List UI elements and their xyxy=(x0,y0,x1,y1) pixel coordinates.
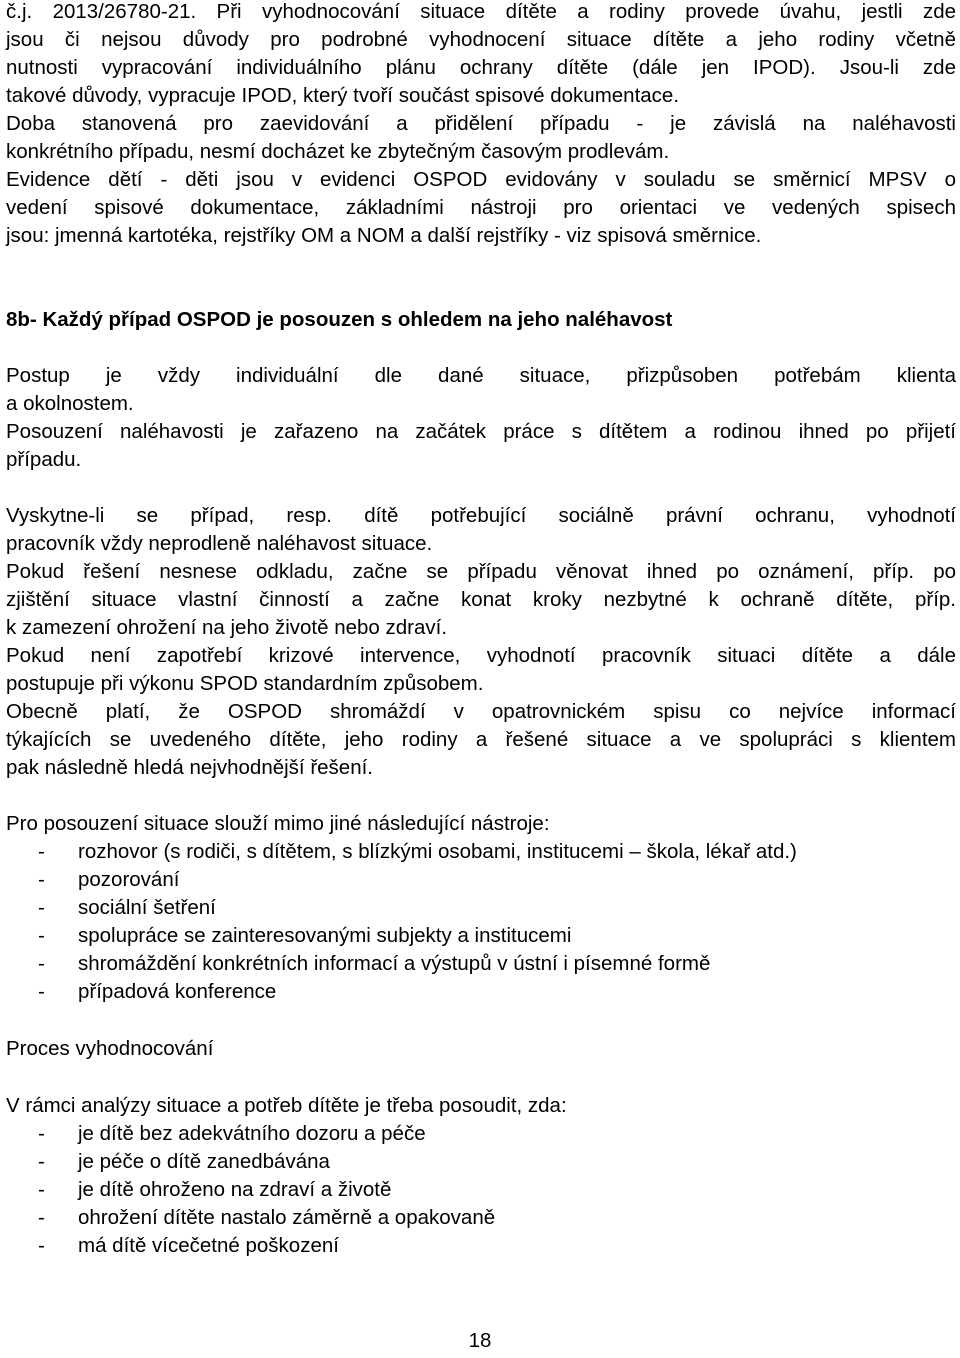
list-dash: - xyxy=(38,1206,45,1229)
section-heading: 8b- Každý případ OSPOD je posouzen s ohledem na jeho naléhavost xyxy=(6,308,673,331)
tools-intro: Pro posouzení situace slouží mimo jiné následující nástroje: xyxy=(6,812,550,835)
paragraph-line: nutnosti vypracování individuálního plánu ochrany dítěte (dále jen IPOD). Jsou-li zde xyxy=(6,56,956,79)
analysis-intro: V rámci analýzy situace a potřeb dítěte je třeba posoudit, zda: xyxy=(6,1094,567,1117)
paragraph-line: č.j. 2013/26780-21. Při vyhodnocování situace dítěte a rodiny provede úvahu, jestli zde xyxy=(6,0,956,23)
list-item: rozhovor (s rodiči, s dítětem, s blízkými osobami, institucemi – škola, lékař atd.) xyxy=(78,840,797,863)
paragraph-line: takové důvody, vypracuje IPOD, který tvoří součást spisové dokumentace. xyxy=(6,84,680,107)
process-title: Proces vyhodnocování xyxy=(6,1037,214,1060)
list-item: je péče o dítě zanedbávána xyxy=(78,1150,330,1173)
list-dash: - xyxy=(38,952,45,975)
list-dash: - xyxy=(38,1122,45,1145)
list-dash: - xyxy=(38,868,45,891)
list-item: ohrožení dítěte nastalo záměrně a opakovaně xyxy=(78,1206,496,1229)
list-dash: - xyxy=(38,840,45,863)
paragraph-line: pak následně hledá nejvhodnější řešení. xyxy=(6,756,373,779)
page-number: 18 xyxy=(468,1329,492,1352)
paragraph-line: Postup je vždy individuální dle dané situace, přizpůsoben potřebám klienta xyxy=(6,364,956,387)
paragraph-line: zjištění situace vlastní činností a začne konat kroky nezbytné k ochraně dítěte, příp. xyxy=(6,588,956,611)
list-item: případová konference xyxy=(78,980,277,1003)
paragraph-line: jsou či nejsou důvody pro podrobné vyhodnocení situace dítěte a jeho rodiny včetně xyxy=(6,28,956,51)
list-dash: - xyxy=(38,980,45,1003)
list-item: má dítě vícečetné poškození xyxy=(78,1234,339,1257)
paragraph-line: a okolnostem. xyxy=(6,392,134,415)
list-dash: - xyxy=(38,1178,45,1201)
paragraph-line: vedení spisové dokumentace, základními nástroji pro orientaci ve vedených spisech xyxy=(6,196,956,219)
paragraph-line: k zamezení ohrožení na jeho životě nebo zdraví. xyxy=(6,616,448,639)
list-item: je dítě bez adekvátního dozoru a péče xyxy=(78,1122,426,1145)
paragraph-line: Obecně platí, že OSPOD shromáždí v opatrovnickém spisu co nejvíce informací xyxy=(6,700,956,723)
paragraph-line: Pokud není zapotřebí krizové intervence, vyhodnotí pracovník situaci dítěte a dále xyxy=(6,644,956,667)
paragraph-line: Vyskytne-li se případ, resp. dítě potřebující sociálně právní ochranu, vyhodnotí xyxy=(6,504,956,527)
paragraph-line: pracovník vždy neprodleně naléhavost situace. xyxy=(6,532,433,555)
list-dash: - xyxy=(38,1150,45,1173)
list-dash: - xyxy=(38,1234,45,1257)
paragraph-line: Posouzení naléhavosti je zařazeno na začátek práce s dítětem a rodinou ihned po přijetí xyxy=(6,420,956,443)
list-item: spolupráce se zainteresovanými subjekty a institucemi xyxy=(78,924,572,947)
list-item: pozorování xyxy=(78,868,180,891)
paragraph-line: Doba stanovená pro zaevidování a přidělení případu - je závislá na naléhavosti xyxy=(6,112,956,135)
list-item: je dítě ohroženo na zdraví a životě xyxy=(78,1178,392,1201)
paragraph-line: týkajících se uvedeného dítěte, jeho rodiny a řešené situace a ve spolupráci s klientem xyxy=(6,728,956,751)
paragraph-line: případu. xyxy=(6,448,82,471)
list-dash: - xyxy=(38,924,45,947)
paragraph-line: jsou: jmenná kartotéka, rejstříky OM a NOM a další rejstříky - viz spisová směrnice. xyxy=(6,224,762,247)
list-item: shromáždění konkrétních informací a výstupů v ústní i písemné formě xyxy=(78,952,711,975)
list-dash: - xyxy=(38,896,45,919)
list-item: sociální šetření xyxy=(78,896,216,919)
paragraph-line: Pokud řešení nesnese odkladu, začne se případu věnovat ihned po oznámení, příp. po xyxy=(6,560,956,583)
paragraph-line: konkrétního případu, nesmí docházet ke zbytečným časovým prodlevám. xyxy=(6,140,670,163)
paragraph-line: Evidence dětí - děti jsou v evidenci OSPOD evidovány v souladu se směrnicí MPSV o xyxy=(6,168,956,191)
paragraph-line: postupuje při výkonu SPOD standardním způsobem. xyxy=(6,672,484,695)
